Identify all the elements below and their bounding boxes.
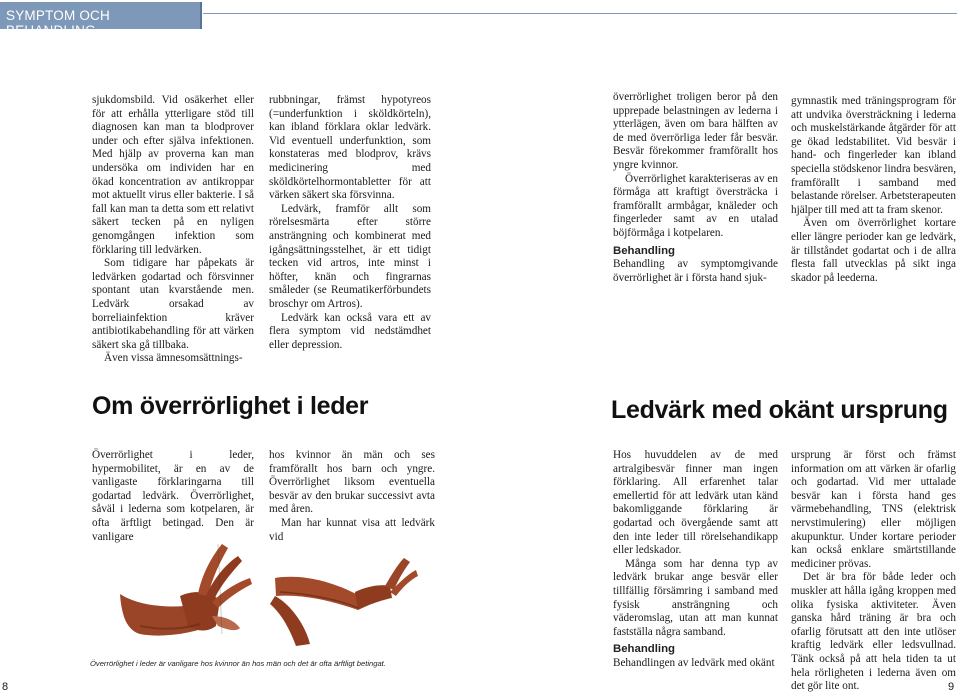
illustration-caption: Överrörlighet i leder är vanligare hos kvinnor än hos män och det är ofta ärftligt betingat. <box>90 659 386 668</box>
paragraph: Man har kunnat visa att ledvärk vid <box>269 516 435 543</box>
header-rule <box>203 13 957 14</box>
left-bottom-column-1 <box>92 449 254 544</box>
page-number-left: 8 <box>2 681 9 693</box>
paragraph: Det är bra för både leder och muskler att hålla igång kroppen med olika fysiska aktiviteter. Även ganska hård träning är bra och ofarlig förutsatt att den inte utlöser kraftig ledvärk eller ledsvullnad. Tänk också på att hela tiden ta ut hela rörligheten i lederna även om det gör lite ont. <box>791 571 956 693</box>
paragraph: Hos huvuddelen av de med artralgibesvär finner man ingen förklaring. All erfarenhet talar emellertid för att ledvärk utan känd bakomliggande förklaring är godartad och övergående samt att den inte leder till rörelsehandikapp eller ledskador. <box>613 449 778 557</box>
paragraph: Ledvärk, framför allt som rörelsesmärta efter större ansträngning och kombinerat med igångsättningsstelhet, är ett tidigt tecken vid artros, inte minst i höfter, knän och fingrarnas småleder (se Reumatikerförbundets broschyr om Artros). <box>269 202 431 310</box>
right-bottom-column-1 <box>613 449 778 671</box>
left-top-column-1 <box>92 94 254 366</box>
subheading-treatment: Behandling <box>613 244 676 257</box>
paragraph: Som tidigare har påpekats är ledvärken godartad och försvinner spontant utan kvarstående men. Ledvärk orsakad av borreliainfektion kräver antibiotikabehandling för att värken säkert ska gå tillbaka. <box>92 257 254 351</box>
paragraph: gymnastik med träningsprogram för att undvika översträckning i lederna och muskelstärkande åtgärder för att ge ökad ledstabilitet. Vid besvär i hand- och fingerleder kan ibland speciella stödskenor lindra besvären, framförallt i samband med belastande rörelser. Arbetsterapeuten hjälper till med att ta fram skenor. <box>791 95 956 216</box>
section-header <box>0 2 202 38</box>
section-header-label: SYMPTOM OCH BEHANDLING <box>6 8 110 38</box>
hands-illustration <box>100 534 420 652</box>
paragraph: Överrörlighet i leder, hypermobilitet, är en av de vanligaste förklaringarna till godartad ledvärk. Överrörlighet, såväl i lederna som kotpelaren, är ofta ärftligt betingad. Den är vanligare <box>92 449 254 543</box>
left-bottom-column-2 <box>269 449 435 544</box>
paragraph: Behandling av symptomgivande överrörlighet är i första hand sjuk- <box>613 258 778 284</box>
paragraph: ursprung är först och främst information om att värken är ofarlig och godartad. Vid mer uttalade besvär kan i första hand ges värmebehandling, TNS (elektrisk nervstimulering) eller möjligen akupunktur. Under kortare perioder kan också enklare smärtstillande mediciner prövas. <box>791 449 956 570</box>
paragraph: Ledvärk kan också vara ett av flera symptom vid nedstämdhet eller depression. <box>269 311 431 351</box>
paragraph: Även om överrörlighet kortare eller längre perioder kan ge ledvärk, är tillståndet godartat och i de allra flesta fall utvecklas på sikt inga skador på leederna. <box>791 217 956 284</box>
left-top-column-2 <box>269 94 431 352</box>
right-top-column-2 <box>791 95 956 285</box>
paragraph: hos kvinnor än män och ses framförallt hos barn och yngre. Överrörlighet liksom eventuella besvär av den brukar successivt avta med åren. <box>269 449 435 516</box>
paragraph: Behandlingen av ledvärk med okänt <box>613 656 775 669</box>
paragraph: Överrörlighet karakteriseras av en förmåga att kraftigt översträcka i framförallt armbågar, knäleder och fingerleder samt av en utalad böjförmåga i kotpelaren. <box>613 172 778 239</box>
paragraph: överrörlighet troligen beror på den upprepade belastningen av lederna i ytterlägen, även om bara hälften av de med överrörliga leder får besvär. Besvär förekommer framförallt hos yngre kvinnor. <box>613 91 778 171</box>
heading-unknown-origin: Ledvärk med okänt ursprung <box>611 396 948 424</box>
page-number-right: 9 <box>948 681 955 693</box>
subheading-treatment: Behandling <box>613 643 676 656</box>
hyperextended-fingers-illustration <box>270 558 418 646</box>
right-top-column-1 <box>613 91 778 285</box>
hyperextended-hand-illustration <box>120 544 252 636</box>
paragraph: sjukdomsbild. Vid osäkerhet eller för att erhålla ytterligare stöd till diagnosen kan man ta blodprover under och efter själva infektionen. Med hjälp av proverna kan man undersöka om individen har en ökad koncentration av antikroppar mot aktuellt virus eller bakterie. I så fall kan man ta detta som ett relativt säkert tecken på en nyligen genomgången infektion som förklaring till ledvärken. <box>92 94 254 256</box>
paragraph: Många som har denna typ av ledvärk brukar ange besvär eller tillfällig försämring i samband med fysisk ansträngning och väderomslag, utan att man kunnat fastställa några samband. <box>613 557 778 638</box>
heading-hypermobility: Om överrörlighet i leder <box>92 392 369 420</box>
right-bottom-column-2 <box>791 449 956 694</box>
paragraph: Även vissa ämnesomsättnings- <box>104 352 243 365</box>
paragraph: rubbningar, främst hypotyreos (=underfunktion i sköldkörteln), kan ibland förklara oklar ledvärk. Vid eventuell underfunktion, som konstateras med blodprov, krävs medicinering med sköldkörtelhormontabletter för att värken säkert ska försvinna. <box>269 94 431 202</box>
